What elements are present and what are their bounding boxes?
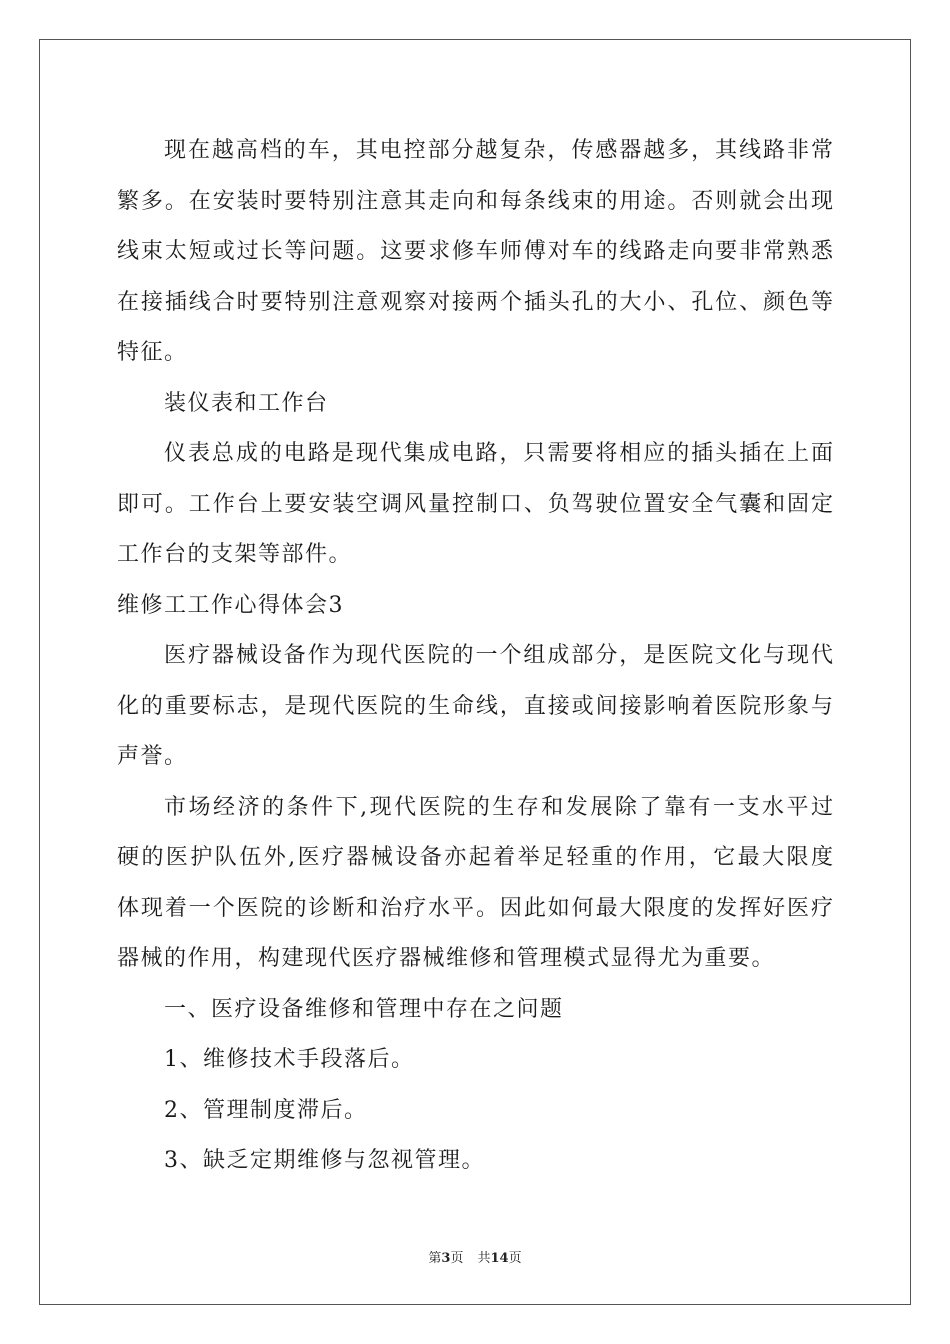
total-pages: 14: [490, 1251, 509, 1266]
paragraph-line: 现在越高档的车，其电控部分越复杂，传感器越多，其线路非常: [164, 138, 833, 163]
paragraph-line: 医疗器械设备作为现代医院的一个组成部分，是医院文化与现代: [164, 643, 833, 668]
page-footer: [0, 1247, 950, 1266]
page-label-prefix: 第: [428, 1251, 442, 1266]
paragraph-line: 声誉。: [117, 744, 188, 769]
section-heading: 一、医疗设备维修和管理中存在之问题: [164, 996, 564, 1022]
paragraph-line: 硬的医护队伍外,医疗器械设备亦起着举足轻重的作用，它最大限度: [117, 845, 833, 870]
list-item: 1、维修技术手段落后。: [164, 1047, 415, 1072]
total-label-suffix: 页: [508, 1251, 522, 1266]
page-label-suffix: 页: [450, 1251, 464, 1266]
article-title: 维修工工作心得体会3: [117, 592, 344, 618]
paragraph-line: 体现着一个医院的诊断和治疗水平。因此如何最大限度的发挥好医疗: [117, 895, 833, 921]
list-item: 2、管理制度滞后。: [164, 1097, 368, 1123]
paragraph-line: 器械的作用，构建现代医疗器械维修和管理模式显得尤为重要。: [117, 946, 776, 971]
paragraph-line: 在接插线合时要特别注意观察对接两个插头孔的大小、孔位、颜色等: [117, 289, 833, 315]
paragraph-line: 即可。工作台上要安装空调风量控制口、负驾驶位置安全气囊和固定: [117, 491, 833, 517]
total-label-prefix: 共: [477, 1251, 491, 1266]
paragraph-line: 仪表总成的电路是现代集成电路，只需要将相应的插头插在上面: [164, 441, 833, 466]
paragraph-line: 化的重要标志，是现代医院的生命线，直接或间接影响着医院形象与: [117, 693, 833, 719]
paragraph-line: 市场经济的条件下,现代医院的生存和发展除了靠有一支水平过: [164, 794, 833, 820]
document-body: [117, 126, 833, 1187]
page-number: 3: [441, 1251, 451, 1266]
paragraph-line: 特征。: [117, 340, 188, 365]
paragraph-line: 工作台的支架等部件。: [117, 542, 353, 567]
list-item: 3、缺乏定期维修与忽视管理。: [164, 1148, 485, 1173]
section-heading: 装仪表和工作台: [164, 390, 329, 416]
paragraph-line: 繁多。在安装时要特别注意其走向和每条线束的用途。否则就会出现: [117, 188, 833, 214]
paragraph-line: 线束太短或过长等问题。这要求修车师傅对车的线路走向要非常熟悉: [117, 239, 833, 264]
